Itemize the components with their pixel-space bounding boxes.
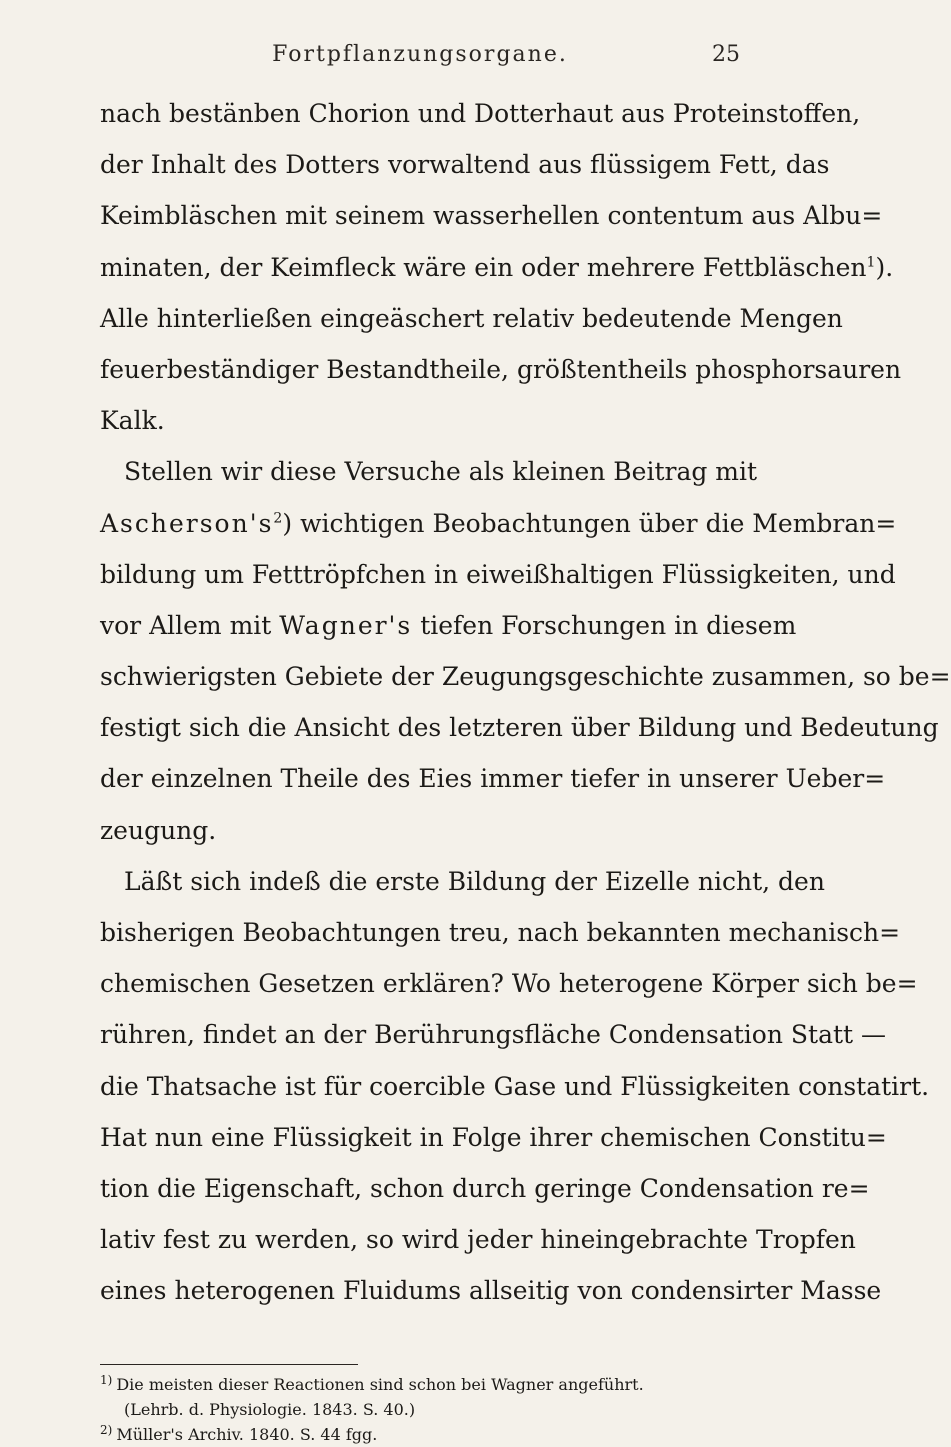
text-line: Keimbläschen mit seinem wasserhellen contentum aus Albu= bbox=[100, 201, 883, 231]
author-name-ascherson: Ascherson's bbox=[100, 508, 274, 538]
running-title: Fortpflanzungsorgane. bbox=[272, 42, 568, 67]
author-name-wagner: Wagner's bbox=[279, 610, 413, 640]
text-line: nach bestänben Chorion und Dotterhaut aus Proteinstoffen, bbox=[100, 99, 861, 128]
text-line: eines heterogenen Fluidums allseitig von condensirter Masse bbox=[100, 1276, 882, 1306]
text-line: lativ fest zu werden, so wird jeder hineingebrachte Tropfen bbox=[100, 1225, 856, 1255]
text-line: rühren, findet an der Berührungsfläche Condensation Statt — bbox=[100, 1020, 887, 1050]
text-line: schwierigsten Gebiete der Zeugungsgeschichte zusammen, so be= bbox=[100, 662, 951, 692]
footnote-ref-2: 2 bbox=[273, 510, 283, 527]
footnote-2 bbox=[100, 1422, 750, 1447]
text-line: chemischen Gesetzen erklären? Wo heterogene Körper sich be= bbox=[100, 969, 918, 999]
text-segment: tiefen Forschungen in diesem bbox=[420, 610, 797, 640]
body-text bbox=[100, 88, 951, 1317]
footnote-1-text: Die meisten dieser Reactionen sind schon bei Wagner angeführt. bbox=[116, 1375, 644, 1394]
footnotes bbox=[100, 1372, 750, 1447]
footnote-1 bbox=[100, 1372, 750, 1397]
text-line: Läßt sich indeß die erste Bildung der Eizelle nicht, den bbox=[124, 866, 825, 896]
text-segment: vor Allem mit bbox=[100, 610, 272, 640]
text-segment: minaten, der Keimfleck wäre ein oder mehrere Fettbläschen bbox=[100, 252, 867, 282]
text-line: tion die Eigenschaft, schon durch geringe Condensation re= bbox=[100, 1173, 870, 1203]
footnote-ref-1: 1 bbox=[866, 254, 876, 271]
text-line: der einzelnen Theile des Eies immer tiefer in unserer Ueber= bbox=[100, 764, 886, 794]
text-line: zeugung. bbox=[100, 815, 217, 845]
text-line: der Inhalt des Dotters vorwaltend aus flüssigem Fett, das bbox=[100, 150, 830, 180]
punctuation: ) bbox=[282, 508, 293, 538]
footnote-2-marker: 2) bbox=[100, 1422, 113, 1437]
text-line: bisherigen Beobachtungen treu, nach bekannten mechanisch= bbox=[100, 918, 901, 947]
text-line: bildung um Fetttröpfchen in eiweißhaltigen Flüssigkeiten, und bbox=[100, 559, 896, 589]
text-line: die Thatsache ist für coercible Gase und Flüssigkeiten constatirt. bbox=[100, 1071, 930, 1101]
text-line: Alle hinterließen eingeäschert relativ bedeutende Mengen bbox=[100, 303, 843, 333]
text-segment: wichtigen Beobachtungen über die Membran= bbox=[300, 508, 897, 538]
footnote-2-text: Müller's Archiv. 1840. S. 44 fgg. bbox=[116, 1425, 378, 1444]
running-head bbox=[100, 42, 740, 72]
text-line: festigt sich die Ansicht des letzteren über Bildung und Bedeutung bbox=[100, 713, 939, 743]
text-line bbox=[100, 498, 897, 549]
footnote-divider bbox=[100, 1364, 358, 1365]
punctuation: ). bbox=[875, 252, 894, 282]
text-line bbox=[100, 242, 894, 293]
text-line: feuerbeständiger Bestandtheile, größtentheils phosphorsauren bbox=[100, 354, 902, 384]
text-line: Hat nun eine Flüssigkeit in Folge ihrer chemischen Constitu= bbox=[100, 1122, 887, 1152]
text-line bbox=[100, 600, 797, 651]
footnote-1-continuation: (Lehrb. d. Physiologie. 1843. S. 40.) bbox=[124, 1400, 416, 1419]
text-line: Stellen wir diese Versuche als kleinen Beitrag mit bbox=[124, 457, 758, 487]
text-line: Kalk. bbox=[100, 406, 165, 436]
footnote-1-marker: 1) bbox=[100, 1372, 113, 1387]
page-number: 25 bbox=[712, 42, 740, 67]
